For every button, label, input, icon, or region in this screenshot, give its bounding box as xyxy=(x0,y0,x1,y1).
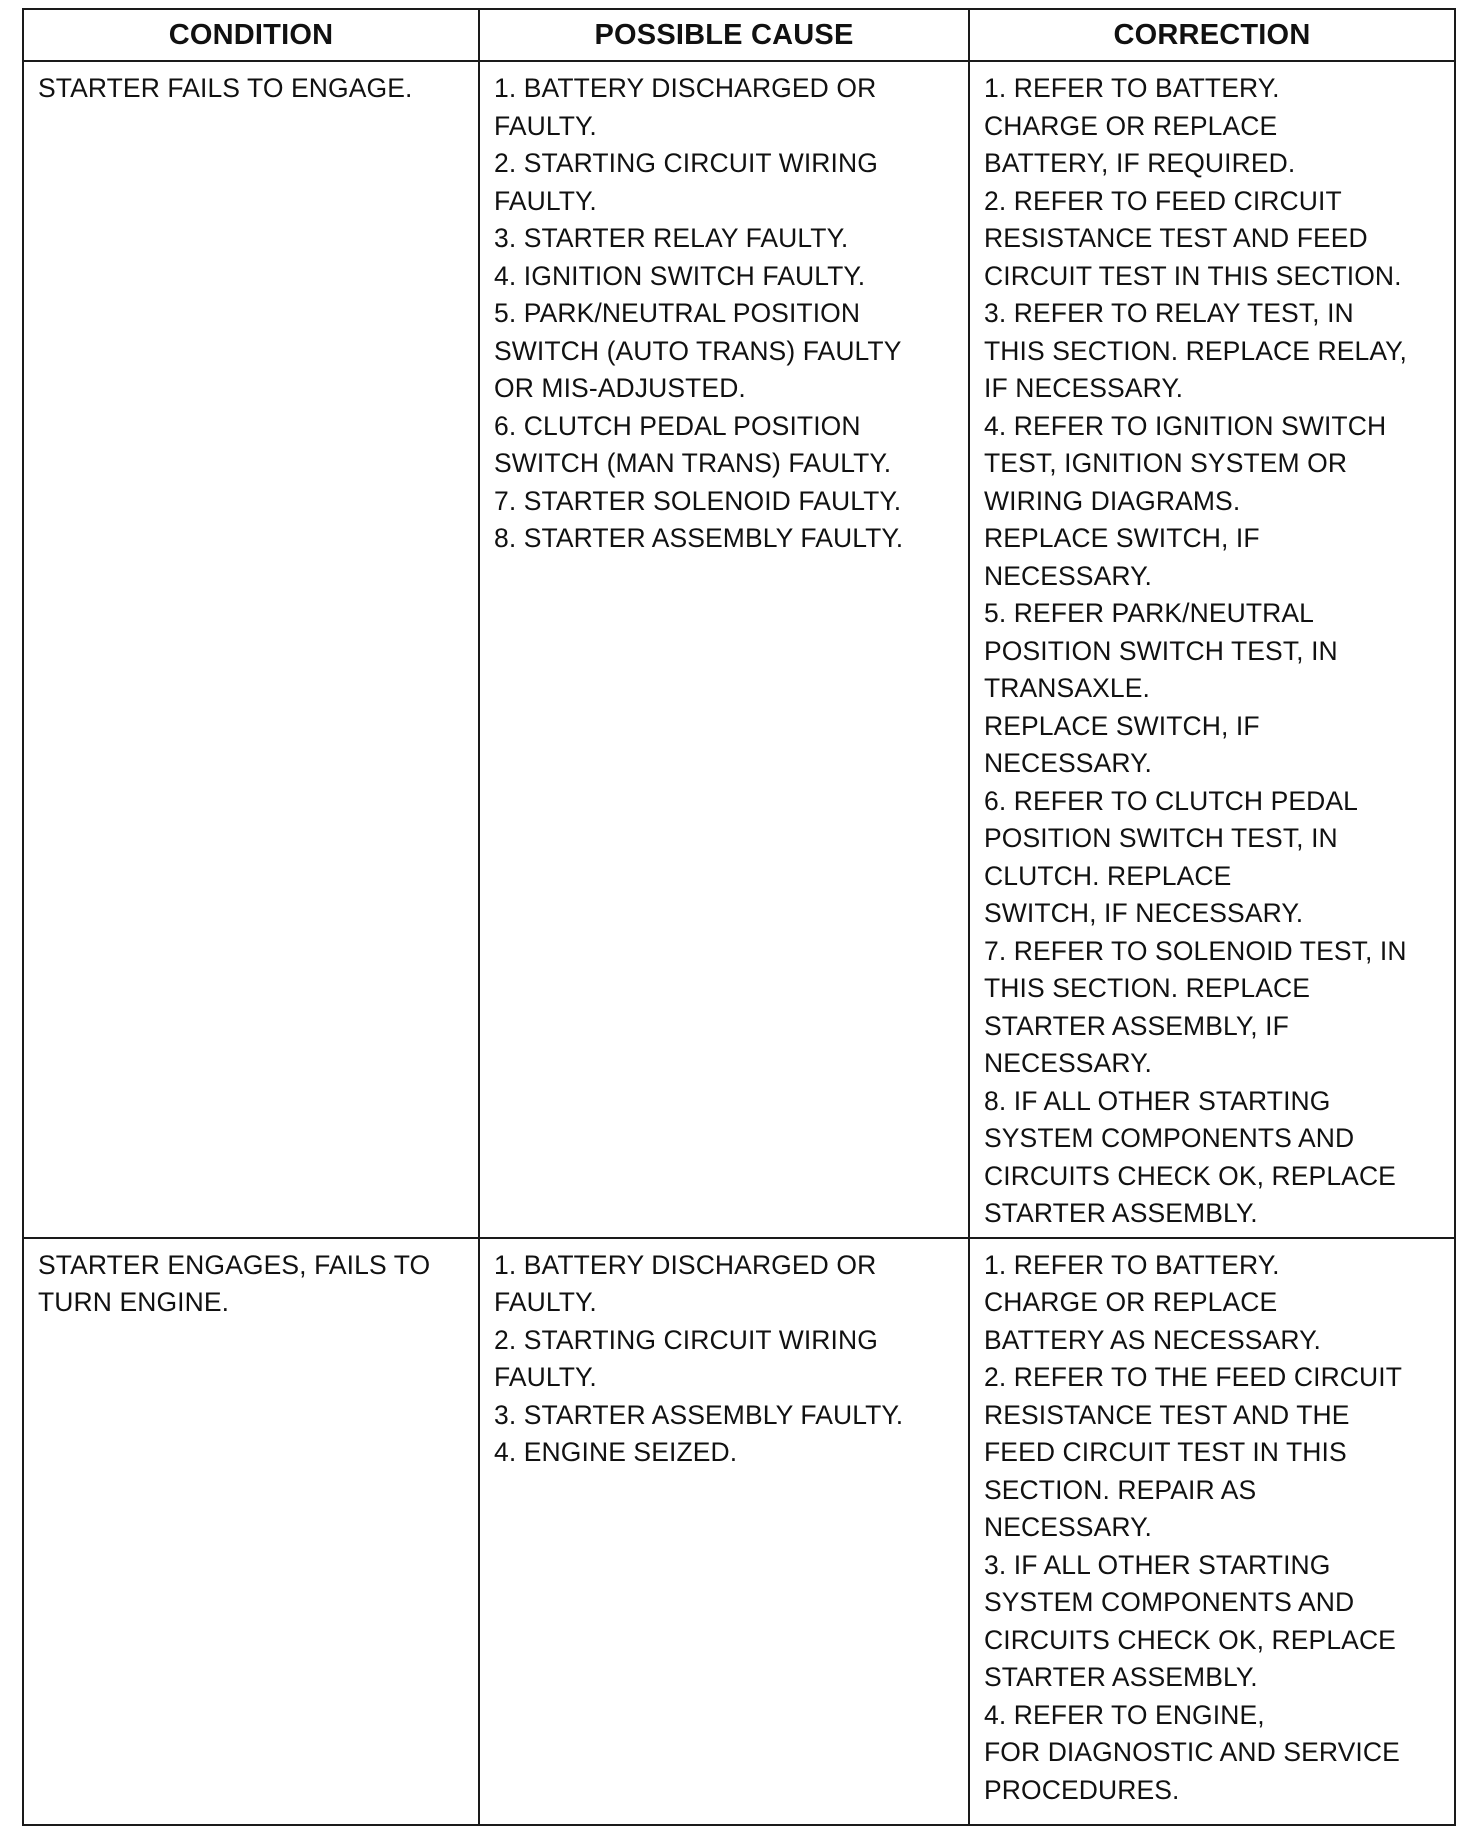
cell-text-line: FAULTY. xyxy=(494,110,597,141)
cell-text-line: POSITION SWITCH TEST, IN xyxy=(984,635,1338,666)
cell-text-line: 1. BATTERY DISCHARGED OR xyxy=(494,1249,877,1280)
cell-text-line: FAULTY. xyxy=(494,1287,597,1317)
cell-text-line: FOR DIAGNOSTIC AND SERVICE xyxy=(984,1737,1400,1767)
cell-text-line: SWITCH, IF NECESSARY. xyxy=(984,898,1304,928)
table-header-row xyxy=(23,9,1455,61)
table-row xyxy=(23,61,1455,1238)
cell-text-line: 3. REFER TO RELAY TEST, IN xyxy=(984,298,1354,328)
cell-text-line: 8. STARTER ASSEMBLY FAULTY. xyxy=(494,523,904,553)
cell-text-line: RESISTANCE TEST AND FEED xyxy=(984,223,1368,253)
cell-text-line: OR MIS-ADJUSTED. xyxy=(494,373,746,403)
cell-text-line: 4. REFER TO ENGINE, xyxy=(984,1699,1265,1730)
cell-text-line: 7. REFER TO SOLENOID TEST, IN xyxy=(984,935,1407,966)
cell-text-line: CHARGE OR REPLACE xyxy=(984,110,1278,141)
possible-cause-cell xyxy=(479,61,969,1238)
cell-text-line: 3. STARTER RELAY FAULTY. xyxy=(494,223,849,253)
cell-text-line: 2. STARTING CIRCUIT WIRING xyxy=(494,1324,878,1355)
cell-text-line: POSITION SWITCH TEST, IN xyxy=(984,823,1338,853)
cell-text-line: 1. BATTERY DISCHARGED OR xyxy=(494,73,877,103)
cell-text-line: STARTER ASSEMBLY, IF xyxy=(984,1010,1289,1041)
cell-text-line: 6. CLUTCH PEDAL POSITION xyxy=(494,410,861,441)
cell-text-line: 3. STARTER ASSEMBLY FAULTY. xyxy=(494,1399,904,1430)
cell-text-line: 6. REFER TO CLUTCH PEDAL xyxy=(984,785,1358,816)
cell-text-line: BATTERY AS NECESSARY. xyxy=(984,1324,1321,1355)
cell-text-line: SECTION. REPAIR AS xyxy=(984,1474,1257,1505)
cell-text-line: 5. REFER PARK/NEUTRAL xyxy=(984,598,1314,628)
cell-text-line: CLUTCH. REPLACE xyxy=(984,860,1232,891)
cell-text-line: FAULTY. xyxy=(494,185,597,216)
cell-text-line: SWITCH (AUTO TRANS) FAULTY xyxy=(494,335,902,366)
condition-cell xyxy=(23,1238,479,1825)
cell-text-line: 8. IF ALL OTHER STARTING xyxy=(984,1085,1331,1116)
header-correction: CORRECTION xyxy=(969,9,1455,61)
condition-cell xyxy=(23,61,479,1238)
cell-text-line: SWITCH (MAN TRANS) FAULTY. xyxy=(494,448,892,478)
cell-text-line: PROCEDURES. xyxy=(984,1774,1180,1805)
cell-text-line: FAULTY. xyxy=(494,1362,597,1392)
cell-text-line: CIRCUIT TEST IN THIS SECTION. xyxy=(984,260,1402,291)
cell-text-line: STARTER ASSEMBLY. xyxy=(984,1198,1258,1228)
cell-text-line: REPLACE SWITCH, IF xyxy=(984,710,1260,741)
cell-text-line: 3. IF ALL OTHER STARTING xyxy=(984,1549,1331,1580)
cell-text-line: CIRCUITS CHECK OK, REPLACE xyxy=(984,1160,1396,1191)
header-condition: CONDITION xyxy=(23,9,479,61)
cell-text-line: THIS SECTION. REPLACE RELAY, xyxy=(984,335,1407,366)
cell-text-line: 4. ENGINE SEIZED. xyxy=(494,1437,738,1467)
cell-text-line: 4. REFER TO IGNITION SWITCH xyxy=(984,410,1387,441)
possible-cause-cell xyxy=(479,1238,969,1825)
cell-text-line: WIRING DIAGRAMS. xyxy=(984,485,1241,516)
cell-text-line: FEED CIRCUIT TEST IN THIS xyxy=(984,1437,1347,1467)
cell-text-line: 1. REFER TO BATTERY. xyxy=(984,73,1280,103)
cell-text-line: 4. IGNITION SWITCH FAULTY. xyxy=(494,260,866,291)
cell-text-line: NECESSARY. xyxy=(984,1048,1152,1078)
table-row xyxy=(23,1238,1455,1825)
cell-text-line: THIS SECTION. REPLACE xyxy=(984,973,1311,1003)
cell-text-line: 2. REFER TO FEED CIRCUIT xyxy=(984,185,1342,216)
header-possible-cause: POSSIBLE CAUSE xyxy=(479,9,969,61)
cell-text-line: STARTER ENGAGES, FAILS TO xyxy=(38,1249,431,1280)
cell-text-line: SYSTEM COMPONENTS AND xyxy=(984,1587,1355,1617)
cell-text-line: 2. REFER TO THE FEED CIRCUIT xyxy=(984,1362,1403,1392)
cell-text-line: TEST, IGNITION SYSTEM OR xyxy=(984,448,1348,478)
cell-text-line: 7. STARTER SOLENOID FAULTY. xyxy=(494,485,902,516)
cell-text-line: SYSTEM COMPONENTS AND xyxy=(984,1123,1355,1153)
cell-text-line: TURN ENGINE. xyxy=(38,1287,230,1317)
cell-text-line: REPLACE SWITCH, IF xyxy=(984,523,1260,553)
cell-text-line: BATTERY, IF REQUIRED. xyxy=(984,148,1296,178)
cell-text-line: CHARGE OR REPLACE xyxy=(984,1287,1278,1317)
cell-text-line: CIRCUITS CHECK OK, REPLACE xyxy=(984,1624,1396,1655)
diagnosis-table xyxy=(22,8,1456,1826)
correction-cell xyxy=(969,1238,1455,1825)
cell-text-line: NECESSARY. xyxy=(984,560,1152,591)
cell-text-line: TRANSAXLE. xyxy=(984,673,1150,703)
cell-text-line: 1. REFER TO BATTERY. xyxy=(984,1249,1280,1280)
cell-text-line: IF NECESSARY. xyxy=(984,373,1184,403)
correction-cell xyxy=(969,61,1455,1238)
cell-text-line: RESISTANCE TEST AND THE xyxy=(984,1399,1350,1430)
cell-text-line: NECESSARY. xyxy=(984,748,1152,778)
cell-text-line: 2. STARTING CIRCUIT WIRING xyxy=(494,148,878,178)
cell-text-line: STARTER FAILS TO ENGAGE. xyxy=(38,73,413,103)
cell-text-line: NECESSARY. xyxy=(984,1512,1152,1542)
cell-text-line: STARTER ASSEMBLY. xyxy=(984,1662,1258,1692)
cell-text-line: 5. PARK/NEUTRAL POSITION xyxy=(494,298,861,328)
